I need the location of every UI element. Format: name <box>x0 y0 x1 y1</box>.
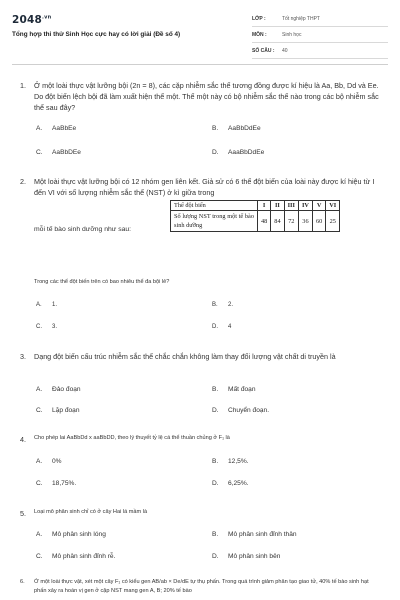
header <box>0 0 400 60</box>
option-text: AaBbDdEe <box>228 125 261 132</box>
option-letter: B. <box>212 386 219 393</box>
meta-value: Tốt nghiệp THPT <box>282 15 320 22</box>
option-letter: D. <box>212 480 219 487</box>
header-divider <box>12 64 388 65</box>
option-b[interactable] <box>212 125 261 132</box>
meta-label: MÔN : <box>252 31 267 38</box>
option-text: 12,5%. <box>228 458 249 465</box>
question-5 <box>20 508 382 517</box>
question-lead-text: mỗi tế bào sinh dưỡng như sau: <box>34 226 132 233</box>
question-2-prompt <box>20 278 382 287</box>
option-text: 18,75%. <box>52 480 77 487</box>
option-d[interactable] <box>212 407 269 414</box>
question-text: Ở một loài thực vật, xét một cây F₁ có kiểu gen AB/ab × De/dE tự thụ phấn. Trong quá trình giảm phân tạo giao tử, 40% tế bào sinh hạt phấn xảy ra hoán vị gen ở cặp NST mang gen A, B; 20% tế bào <box>34 579 369 594</box>
option-text: 3. <box>52 324 58 330</box>
meta-row-count <box>252 43 388 59</box>
option-text: AaaBbDdEe <box>228 149 265 156</box>
option-text: 1. <box>52 302 58 308</box>
option-text: Mô phân sinh lóng <box>52 531 106 538</box>
option-letter: B. <box>212 458 219 465</box>
question-text: Một loài thực vật lưỡng bội có 12 nhóm gen liên kết. Giả sử có 6 thể đột biến của loài này được kí hiệu từ I đến VI với số lượng nhiễm sắc thể (NST) ở kì giữa trong <box>34 177 375 197</box>
question-2 <box>20 176 382 198</box>
meta-value: 40 <box>282 47 288 54</box>
option-letter: C. <box>36 480 43 487</box>
option-c[interactable] <box>36 407 80 414</box>
option-letter: A. <box>36 386 43 393</box>
question-number: 1. <box>20 81 26 90</box>
option-letter: D. <box>212 149 219 156</box>
option-letter: A. <box>36 125 43 132</box>
table-header-label: Thể đột biến <box>171 201 258 211</box>
option-text: Mất đoạn <box>228 386 256 393</box>
question-4 <box>20 434 382 443</box>
option-text: AaBbEe <box>52 125 77 132</box>
table-col-header: VI <box>326 201 340 211</box>
option-letter: A. <box>36 458 43 465</box>
option-text: Lặp đoạn <box>52 407 80 414</box>
table-col-header: II <box>271 201 284 211</box>
option-a[interactable] <box>36 125 76 132</box>
table-col-header: I <box>258 201 271 211</box>
option-letter: A. <box>36 531 43 538</box>
option-text: 6,25%. <box>228 480 249 487</box>
table-cell: 60 <box>312 211 325 232</box>
question-1 <box>20 80 382 113</box>
option-d[interactable] <box>212 553 280 560</box>
option-text: AaBbDEe <box>52 149 81 156</box>
table-col-header: III <box>284 201 298 211</box>
option-letter: B. <box>212 302 218 308</box>
option-text: 2. <box>228 302 234 308</box>
table-cell: 84 <box>271 211 284 232</box>
logo-text: 2048 <box>12 14 43 26</box>
option-letter: C. <box>36 407 43 414</box>
option-letter: D. <box>212 553 219 560</box>
option-text: Chuyển đoạn. <box>228 407 270 414</box>
logo-suffix: .vn <box>42 14 52 21</box>
option-d[interactable] <box>212 480 249 487</box>
table-cell: 72 <box>284 211 298 232</box>
table-cell: 48 <box>258 211 271 232</box>
site-logo[interactable] <box>12 14 51 26</box>
meta-value: Sinh học <box>282 31 302 38</box>
table-col-header: V <box>312 201 325 211</box>
option-text: 4 <box>228 324 232 330</box>
option-a[interactable] <box>36 531 106 538</box>
table-cell: 36 <box>298 211 312 232</box>
option-text: Mô phân sinh bên <box>228 553 281 560</box>
option-b[interactable] <box>212 458 249 465</box>
question-2-table-area <box>34 200 374 258</box>
table-row <box>171 211 340 232</box>
option-text: Mô phân sinh đỉnh rễ. <box>52 553 116 560</box>
question-text: Cho phép lai AaBbDd x aaBbDD, theo lý thuyết tỷ lệ cá thể thuần chủng ở F₁ là <box>34 435 230 441</box>
option-letter: D. <box>212 324 218 330</box>
question-sub-text: Trong các thể đột biến trên có bao nhiêu thể đa bội lẻ? <box>34 279 170 285</box>
table-row-label: Số lượng NST trong một tế bào sinh dưỡng <box>171 211 258 232</box>
table-cell: 25 <box>326 211 340 232</box>
option-letter: A. <box>36 302 42 308</box>
meta-info <box>252 11 388 59</box>
option-d[interactable] <box>212 324 231 330</box>
question-text: Loại mô phân sinh chỉ có ở cây Hai lá mầm là <box>34 509 148 515</box>
option-b[interactable] <box>212 302 233 308</box>
option-a[interactable] <box>36 386 81 393</box>
meta-label: SỐ CÂU : <box>252 47 275 54</box>
meta-label: LỚP : <box>252 15 266 22</box>
question-text: Dạng đột biến cấu trúc nhiễm sắc thể chắc chắn không làm thay đổi lượng vật chất di truyền là <box>34 352 336 361</box>
option-letter: C. <box>36 324 42 330</box>
option-letter: C. <box>36 149 43 156</box>
question-6 <box>20 578 382 596</box>
document-title: Tổng hợp thi thử Sinh Học cực hay có lời giải (Đề số 4) <box>12 31 181 38</box>
option-b[interactable] <box>212 386 256 393</box>
option-c[interactable] <box>36 553 115 560</box>
question-number: 4. <box>20 435 26 444</box>
table-header-row <box>171 201 340 211</box>
meta-row-subject <box>252 27 388 43</box>
option-b[interactable] <box>212 531 297 538</box>
question-number: 5. <box>20 509 26 518</box>
option-d[interactable] <box>212 149 264 156</box>
question-number: 6. <box>20 579 25 585</box>
question-number: 2. <box>20 177 26 186</box>
option-letter: B. <box>212 125 219 132</box>
option-letter: D. <box>212 407 219 414</box>
question-3 <box>20 351 382 362</box>
option-letter: C. <box>36 553 43 560</box>
chromosome-table <box>170 200 340 232</box>
option-c[interactable] <box>36 324 57 330</box>
option-text: Mô phân sinh đỉnh thân <box>228 531 297 538</box>
option-c[interactable] <box>36 149 81 156</box>
table-col-header: IV <box>298 201 312 211</box>
meta-row-class <box>252 11 388 27</box>
option-text: Đảo đoạn <box>52 386 81 393</box>
option-a[interactable] <box>36 458 62 465</box>
option-letter: B. <box>212 531 219 538</box>
option-text: 0% <box>52 458 62 465</box>
option-c[interactable] <box>36 480 76 487</box>
question-number: 3. <box>20 352 26 361</box>
question-text: Ở một loài thực vật lưỡng bội (2n = 8), các cặp nhiễm sắc thể tương đồng được kí hiệu là Aa, Bb, Dd và Ee. Do đột biến lệch bội đã làm xuất hiện thể một. Thể một này có bộ nhiễm sắc thể nào trong các bộ nhiễm sắc thể sau đây? <box>34 81 379 112</box>
option-a[interactable] <box>36 302 57 308</box>
